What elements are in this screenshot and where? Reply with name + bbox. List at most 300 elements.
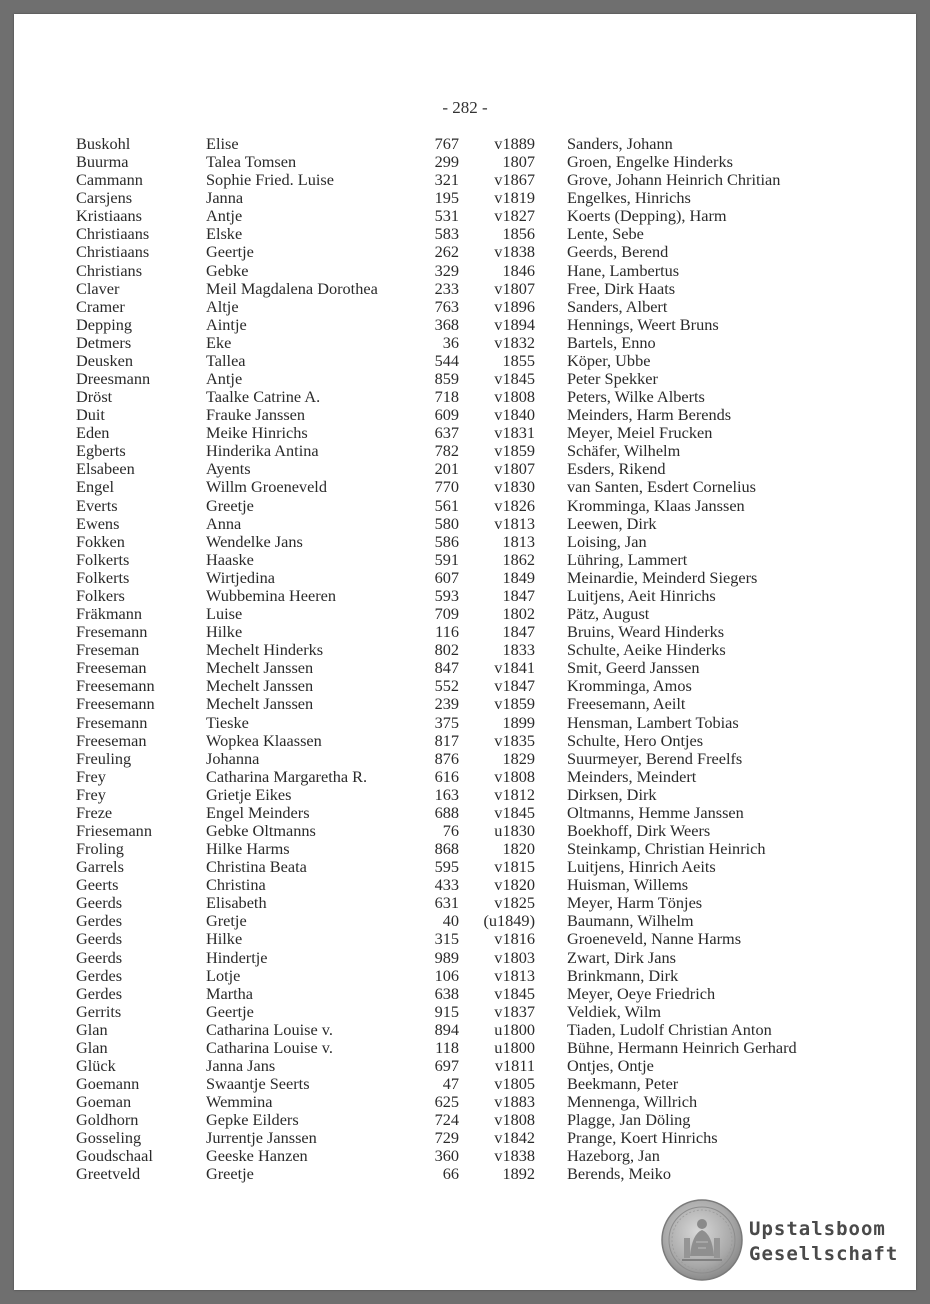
given-names-cell: Mechelt Janssen xyxy=(206,676,314,696)
spouse-cell: Kromminga, Klaas Janssen xyxy=(567,495,745,515)
spouse-cell: Veldiek, Wilm xyxy=(567,1001,662,1021)
spouse-cell: Meyer, Meiel Frucken xyxy=(567,423,713,443)
table-row xyxy=(14,1003,916,1021)
surname-cell: Engel xyxy=(76,477,114,497)
table-row xyxy=(14,515,916,533)
table-row xyxy=(14,334,916,352)
table-row xyxy=(14,442,916,460)
spouse-cell: Grove, Johann Heinrich Chritian xyxy=(567,170,781,190)
table-row xyxy=(14,714,916,732)
number-cell: 299 xyxy=(434,152,459,172)
spouse-cell: Baumann, Wilhelm xyxy=(567,911,694,931)
given-names-cell: Meike Hinrichs xyxy=(206,423,308,443)
table-row xyxy=(14,551,916,569)
spouse-cell: Sanders, Albert xyxy=(567,296,668,316)
table-row xyxy=(14,804,916,822)
given-names-cell: Willm Groeneveld xyxy=(206,477,327,497)
table-row xyxy=(14,786,916,804)
table-row xyxy=(14,695,916,713)
given-names-cell: Geertje xyxy=(206,1001,254,1021)
number-cell: 915 xyxy=(434,1001,459,1021)
number-cell: 315 xyxy=(434,929,459,949)
year-cell: v1807 xyxy=(494,278,535,298)
number-cell: 47 xyxy=(442,1074,459,1094)
surname-cell: Fräkmann xyxy=(76,604,143,624)
table-row xyxy=(14,298,916,316)
surname-cell: Frey xyxy=(76,784,106,804)
spouse-cell: Luitjens, Hinrich Aeits xyxy=(567,857,716,877)
table-row xyxy=(14,641,916,659)
given-names-cell: Antje xyxy=(206,206,243,226)
spouse-cell: Geerds, Berend xyxy=(567,242,669,262)
table-row xyxy=(14,1111,916,1129)
spouse-cell: Lente, Sebe xyxy=(567,224,644,244)
given-names-cell: Catharina Margaretha R. xyxy=(206,766,368,786)
surname-cell: Goeman xyxy=(76,1092,132,1112)
year-cell: v1845 xyxy=(494,369,535,389)
given-names-cell: Catharina Louise v. xyxy=(206,1037,333,1057)
given-names-cell: Lotje xyxy=(206,965,241,985)
surname-cell: Goldhorn xyxy=(76,1110,139,1130)
number-cell: 989 xyxy=(434,947,459,967)
year-cell: v1831 xyxy=(494,423,535,443)
year-cell: 1892 xyxy=(502,1164,535,1184)
year-cell: v1812 xyxy=(494,784,535,804)
year-cell: v1838 xyxy=(494,242,535,262)
spouse-cell: Leewen, Dirk xyxy=(567,513,657,533)
given-names-cell: Christina xyxy=(206,875,266,895)
number-cell: 580 xyxy=(434,513,459,533)
spouse-cell: Luitjens, Aeit Hinrichs xyxy=(567,585,716,605)
given-names-cell: Johanna xyxy=(206,748,260,768)
given-names-cell: Taalke Catrine A. xyxy=(206,387,321,407)
spouse-cell: Sanders, Johann xyxy=(567,134,673,153)
table-row xyxy=(14,1039,916,1057)
year-cell: v1830 xyxy=(494,477,535,497)
table-row xyxy=(14,262,916,280)
spouse-cell: Engelkes, Hinrichs xyxy=(567,188,691,208)
year-cell: v1889 xyxy=(494,134,535,153)
table-row xyxy=(14,316,916,334)
surname-cell: Detmers xyxy=(76,332,132,352)
spouse-cell: Steinkamp, Christian Heinrich xyxy=(567,839,766,859)
year-cell: u1800 xyxy=(494,1037,535,1057)
given-names-cell: Greetje xyxy=(206,495,254,515)
number-cell: 163 xyxy=(434,784,459,804)
spouse-cell: Meinders, Meindert xyxy=(567,766,697,786)
year-cell: v1808 xyxy=(494,766,535,786)
spouse-cell: van Santen, Esdert Cornelius xyxy=(567,477,757,497)
year-cell: 1862 xyxy=(502,549,535,569)
table-row xyxy=(14,1129,916,1147)
given-names-cell: Hilke xyxy=(206,622,243,642)
number-cell: 770 xyxy=(434,477,459,497)
table-row xyxy=(14,243,916,261)
number-cell: 767 xyxy=(434,134,459,153)
number-cell: 709 xyxy=(434,604,459,624)
spouse-cell: Bartels, Enno xyxy=(567,332,656,352)
number-cell: 321 xyxy=(434,170,459,190)
surname-cell: Geerds xyxy=(76,893,123,913)
spouse-cell: Groen, Engelke Hinderks xyxy=(567,152,733,172)
surname-cell: Christiaans xyxy=(76,242,150,262)
table-row xyxy=(14,1165,916,1183)
table-row xyxy=(14,822,916,840)
seal-icon xyxy=(660,1198,744,1287)
given-names-cell: Grietje Eikes xyxy=(206,784,292,804)
year-cell: v1840 xyxy=(494,405,535,425)
table-row xyxy=(14,460,916,478)
year-cell: v1826 xyxy=(494,495,535,515)
given-names-cell: Catharina Louise v. xyxy=(206,1019,333,1039)
number-cell: 116 xyxy=(435,622,459,642)
number-cell: 609 xyxy=(434,405,459,425)
number-cell: 36 xyxy=(442,332,459,352)
year-cell: 1820 xyxy=(502,839,535,859)
given-names-cell: Hinderika Antina xyxy=(206,441,319,461)
number-cell: 375 xyxy=(434,712,459,732)
surname-cell: Buskohl xyxy=(76,134,131,153)
spouse-cell: Schulte, Hero Ontjes xyxy=(567,730,704,750)
number-cell: 763 xyxy=(434,296,459,316)
year-cell: 1856 xyxy=(502,224,535,244)
table-row xyxy=(14,533,916,551)
surname-cell: Ewens xyxy=(76,513,120,533)
spouse-cell: Prange, Koert Hinrichs xyxy=(567,1128,718,1148)
year-cell: v1827 xyxy=(494,206,535,226)
number-cell: 239 xyxy=(434,694,459,714)
surname-cell: Freze xyxy=(76,802,113,822)
given-names-cell: Martha xyxy=(206,983,254,1003)
spouse-cell: Groeneveld, Nanne Harms xyxy=(567,929,742,949)
surname-cell: Glan xyxy=(76,1037,108,1057)
surname-cell: Dreesmann xyxy=(76,369,151,389)
spouse-cell: Mennenga, Willrich xyxy=(567,1092,698,1112)
year-cell: v1808 xyxy=(494,1110,535,1130)
given-names-cell: Jurrentje Janssen xyxy=(206,1128,317,1148)
given-names-cell: Swaantje Seerts xyxy=(206,1074,310,1094)
surname-cell: Freseman xyxy=(76,640,140,660)
number-cell: 729 xyxy=(434,1128,459,1148)
year-cell: 1899 xyxy=(502,712,535,732)
surname-cell: Glück xyxy=(76,1055,116,1075)
given-names-cell: Gebke Oltmanns xyxy=(206,820,316,840)
surname-cell: Geerts xyxy=(76,875,119,895)
spouse-cell: Hensman, Lambert Tobias xyxy=(567,712,739,732)
spouse-cell: Zwart, Dirk Jans xyxy=(567,947,676,967)
number-cell: 583 xyxy=(434,224,459,244)
given-names-cell: Elske xyxy=(206,224,243,244)
year-cell: 1847 xyxy=(502,622,535,642)
spouse-cell: Suurmeyer, Berend Freelfs xyxy=(567,748,743,768)
table-row xyxy=(14,135,916,153)
table-row xyxy=(14,623,916,641)
year-cell: 1849 xyxy=(502,567,535,587)
number-cell: 591 xyxy=(434,549,459,569)
number-cell: 195 xyxy=(434,188,459,208)
surname-cell: Fokken xyxy=(76,531,125,551)
table-row xyxy=(14,171,916,189)
number-cell: 118 xyxy=(435,1037,459,1057)
given-names-cell: Luise xyxy=(206,604,243,624)
spouse-cell: Meyer, Harm Tönjes xyxy=(567,893,703,913)
given-names-cell: Christina Beata xyxy=(206,857,307,877)
table-row xyxy=(14,876,916,894)
spouse-cell: Peters, Wilke Alberts xyxy=(567,387,705,407)
number-cell: 607 xyxy=(434,567,459,587)
document-page xyxy=(14,14,916,1290)
surname-cell: Eden xyxy=(76,423,110,443)
spouse-cell: Kromminga, Amos xyxy=(567,676,692,696)
given-names-cell: Hilke Harms xyxy=(206,839,290,859)
table-row xyxy=(14,153,916,171)
spouse-cell: Lühring, Lammert xyxy=(567,549,688,569)
table-row xyxy=(14,189,916,207)
given-names-cell: Mechelt Hinderks xyxy=(206,640,324,660)
number-cell: 847 xyxy=(434,658,459,678)
surname-cell: Carsjens xyxy=(76,188,133,208)
spouse-cell: Loising, Jan xyxy=(567,531,647,551)
year-cell: v1807 xyxy=(494,459,535,479)
year-cell: v1819 xyxy=(494,188,535,208)
spouse-cell: Pätz, August xyxy=(567,604,650,624)
surname-cell: Geerds xyxy=(76,929,123,949)
number-cell: 360 xyxy=(434,1146,459,1166)
surname-cell: Garrels xyxy=(76,857,124,877)
year-cell: v1825 xyxy=(494,893,535,913)
register-table xyxy=(14,135,916,1184)
surname-cell: Deusken xyxy=(76,350,133,370)
surname-cell: Goemann xyxy=(76,1074,140,1094)
year-cell: v1832 xyxy=(494,332,535,352)
table-row xyxy=(14,894,916,912)
table-row xyxy=(14,1147,916,1165)
given-names-cell: Eke xyxy=(206,332,232,352)
year-cell: 1846 xyxy=(502,260,535,280)
table-row xyxy=(14,587,916,605)
spouse-cell: Köper, Ubbe xyxy=(567,350,651,370)
year-cell: v1835 xyxy=(494,730,535,750)
number-cell: 262 xyxy=(434,242,459,262)
year-cell: 1855 xyxy=(502,350,535,370)
surname-cell: Cammann xyxy=(76,170,143,190)
given-names-cell: Greetje xyxy=(206,1164,254,1184)
year-cell: u1800 xyxy=(494,1019,535,1039)
spouse-cell: Schäfer, Wilhelm xyxy=(567,441,681,461)
table-row xyxy=(14,478,916,496)
year-cell: 1847 xyxy=(502,585,535,605)
year-cell: v1816 xyxy=(494,929,535,949)
surname-cell: Christians xyxy=(76,260,143,280)
table-row xyxy=(14,280,916,298)
given-names-cell: Antje xyxy=(206,369,243,389)
given-names-cell: Talea Tomsen xyxy=(206,152,297,172)
spouse-cell: Hennings, Weert Bruns xyxy=(567,314,719,334)
given-names-cell: Engel Meinders xyxy=(206,802,310,822)
surname-cell: Folkers xyxy=(76,585,125,605)
logo-line-2: Gesellschaft xyxy=(749,1243,899,1265)
year-cell: v1813 xyxy=(494,513,535,533)
given-names-cell: Mechelt Janssen xyxy=(206,658,314,678)
table-row xyxy=(14,424,916,442)
number-cell: 40 xyxy=(442,911,459,931)
number-cell: 233 xyxy=(434,278,459,298)
surname-cell: Gosseling xyxy=(76,1128,142,1148)
given-names-cell: Haaske xyxy=(206,549,254,569)
surname-cell: Kristiaans xyxy=(76,206,143,226)
table-row xyxy=(14,659,916,677)
surname-cell: Gerdes xyxy=(76,983,123,1003)
surname-cell: Everts xyxy=(76,495,118,515)
given-names-cell: Elisabeth xyxy=(206,893,267,913)
given-names-cell: Frauke Janssen xyxy=(206,405,306,425)
number-cell: 329 xyxy=(434,260,459,280)
spouse-cell: Beekmann, Peter xyxy=(567,1074,679,1094)
spouse-cell: Bruins, Weard Hinderks xyxy=(567,622,725,642)
surname-cell: Gerrits xyxy=(76,1001,122,1021)
spouse-cell: Berends, Meiko xyxy=(567,1164,671,1184)
surname-cell: Duit xyxy=(76,405,105,425)
year-cell: v1815 xyxy=(494,857,535,877)
table-row xyxy=(14,930,916,948)
number-cell: 593 xyxy=(434,585,459,605)
year-cell: v1842 xyxy=(494,1128,535,1148)
spouse-cell: Ontjes, Ontje xyxy=(567,1055,654,1075)
surname-cell: Freesemann xyxy=(76,676,155,696)
surname-cell: Freuling xyxy=(76,748,132,768)
year-cell: 1807 xyxy=(502,152,535,172)
surname-cell: Freeseman xyxy=(76,730,147,750)
number-cell: 201 xyxy=(434,459,459,479)
year-cell: v1867 xyxy=(494,170,535,190)
table-row xyxy=(14,912,916,930)
logo-line-1: Upstalsboom xyxy=(749,1218,886,1240)
page-number: - 282 - xyxy=(442,98,488,117)
surname-cell: Geerds xyxy=(76,947,123,967)
year-cell: 1833 xyxy=(502,640,535,660)
spouse-cell: Meyer, Oeye Friedrich xyxy=(567,983,716,1003)
year-cell: v1820 xyxy=(494,875,535,895)
number-cell: 894 xyxy=(434,1019,459,1039)
number-cell: 802 xyxy=(434,640,459,660)
table-row xyxy=(14,1057,916,1075)
surname-cell: Greetveld xyxy=(76,1164,141,1184)
number-cell: 66 xyxy=(442,1164,459,1184)
year-cell: v1811 xyxy=(494,1055,535,1075)
spouse-cell: Freesemann, Aeilt xyxy=(567,694,686,714)
number-cell: 859 xyxy=(434,369,459,389)
surname-cell: Fresemann xyxy=(76,622,148,642)
given-names-cell: Mechelt Janssen xyxy=(206,694,314,714)
year-cell: v1813 xyxy=(494,965,535,985)
given-names-cell: Wopkea Klaassen xyxy=(206,730,322,750)
table-row xyxy=(14,858,916,876)
number-cell: 637 xyxy=(434,423,459,443)
surname-cell: Elsabeen xyxy=(76,459,135,479)
year-cell: v1837 xyxy=(494,1001,535,1021)
year-cell: v1845 xyxy=(494,983,535,1003)
table-row xyxy=(14,840,916,858)
table-row xyxy=(14,388,916,406)
year-cell: v1838 xyxy=(494,1146,535,1166)
number-cell: 586 xyxy=(434,531,459,551)
year-cell: v1859 xyxy=(494,694,535,714)
number-cell: 106 xyxy=(434,965,459,985)
surname-cell: Egberts xyxy=(76,441,126,461)
given-names-cell: Ayents xyxy=(206,459,251,479)
table-row xyxy=(14,406,916,424)
given-names-cell: Hilke xyxy=(206,929,243,949)
surname-cell: Gerdes xyxy=(76,911,123,931)
table-row xyxy=(14,768,916,786)
spouse-cell: Koerts (Depping), Harm xyxy=(567,206,727,226)
number-cell: 561 xyxy=(434,495,459,515)
table-row xyxy=(14,207,916,225)
spouse-cell: Oltmanns, Hemme Janssen xyxy=(567,802,744,822)
table-row xyxy=(14,569,916,587)
given-names-cell: Gretje xyxy=(206,911,247,931)
year-cell: v1845 xyxy=(494,802,535,822)
table-row xyxy=(14,1075,916,1093)
table-row xyxy=(14,967,916,985)
number-cell: 616 xyxy=(434,766,459,786)
table-row xyxy=(14,677,916,695)
table-row xyxy=(14,225,916,243)
number-cell: 638 xyxy=(434,983,459,1003)
number-cell: 817 xyxy=(434,730,459,750)
year-cell: 1802 xyxy=(502,604,535,624)
year-cell: u1830 xyxy=(494,820,535,840)
spouse-cell: Esders, Rikend xyxy=(567,459,666,479)
given-names-cell: Wirtjedina xyxy=(206,567,275,587)
number-cell: 724 xyxy=(434,1110,459,1130)
table-row xyxy=(14,949,916,967)
number-cell: 718 xyxy=(434,387,459,407)
number-cell: 552 xyxy=(434,676,459,696)
spouse-cell: Meinardie, Meinderd Siegers xyxy=(567,567,758,587)
given-names-cell: Geeske Hanzen xyxy=(206,1146,308,1166)
number-cell: 544 xyxy=(434,350,459,370)
table-row xyxy=(14,497,916,515)
number-cell: 697 xyxy=(434,1055,459,1075)
surname-cell: Freesemann xyxy=(76,694,155,714)
surname-cell: Christiaans xyxy=(76,224,150,244)
year-cell: v1847 xyxy=(494,676,535,696)
surname-cell: Dröst xyxy=(76,387,113,407)
surname-cell: Glan xyxy=(76,1019,108,1039)
year-cell: v1803 xyxy=(494,947,535,967)
year-cell: v1896 xyxy=(494,296,535,316)
year-cell: 1829 xyxy=(502,748,535,768)
table-row xyxy=(14,352,916,370)
surname-cell: Froling xyxy=(76,839,124,859)
table-row xyxy=(14,370,916,388)
number-cell: 876 xyxy=(434,748,459,768)
spouse-cell: Plagge, Jan Döling xyxy=(567,1110,691,1130)
spouse-cell: Dirksen, Dirk xyxy=(567,784,657,804)
surname-cell: Claver xyxy=(76,278,120,298)
number-cell: 531 xyxy=(434,206,459,226)
year-cell: v1859 xyxy=(494,441,535,461)
given-names-cell: Tieske xyxy=(206,712,249,732)
given-names-cell: Anna xyxy=(206,513,242,533)
surname-cell: Depping xyxy=(76,314,133,334)
given-names-cell: Geertje xyxy=(206,242,254,262)
spouse-cell: Bühne, Hermann Heinrich Gerhard xyxy=(567,1037,797,1057)
spouse-cell: Huisman, Willems xyxy=(567,875,689,895)
year-cell: v1805 xyxy=(494,1074,535,1094)
spouse-cell: Boekhoff, Dirk Weers xyxy=(567,820,711,840)
